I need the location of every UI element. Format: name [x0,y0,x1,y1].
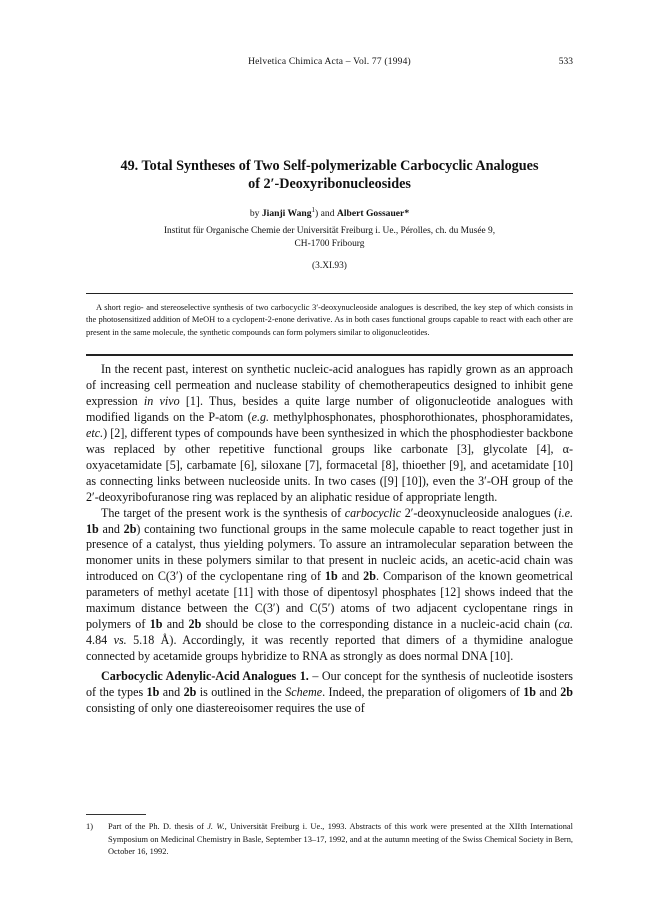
main-text [86,362,573,717]
page-number: 533 [558,57,573,67]
article-title [86,157,573,193]
corresponding-mark: * [404,208,410,219]
author-1-footnote-ref: 1 [311,205,316,214]
affiliation-line-1: Institut für Organische Chemie der Universität Freiburg i. Ue., Pérolles, ch. du Musée 9, [163,226,496,236]
abstract [86,302,573,339]
affiliation [86,225,573,250]
paragraph-2: The target of the present work is the synthesis of carbocyclic 2′-deoxynucleoside analogues (i.e. 1b and 2b) containing two functional groups in the same molecule capable to react together just in presence of a catalyst, thus yielding polymers. To assure an intramolecular separation between the monomer units in these polymers similar to that present in nucleic acids, an acetic-acid chain was introduced on C(3′) of the cyclopentane ring of 1b and 2b. Comparison of the known geometrical parameters of methyl acetate [11] with those of dipentosyl phosphates [12] shows indeed that the maximum distance between the C(3′) and C(5′) atoms of two adjacent cyclopentane rings in polymers of 1b and 2b should be close to the corresponding distance in a nucleic-acid chain (ca. 4.84 vs. 5.18 Å). Accordingly, it was recently reported that dimers of a thymidine analogue connected by acetamide groups hybridize to RNA as strongly as does normal DNA [10]. [86,505,573,664]
paragraph-1: In the recent past, interest on synthetic nucleic-acid analogues has rapidly grown as an approach of increasing cell permeation and nuclease stability of chemotherapeutics designed to inhibit gene expression in vivo [1]. Thus, besides a quite large number of oligonucleotide analogues with modified ligands on the P-atom (e.g. methylphosphonates, phosphorothionates, phosphoramidates, etc.) [2], different types of compounds have been synthesized in which the phosphodiester backbone was replaced by other repetitive functional groups like carbonate [3], glycolate [4], α-oxyacetamidate [5], carbamate [6], siloxane [7], formacetal [8], thioether [9], and acetamidate [10] as connecting links between nucleoside units. In two cases ([9] [10]), even the 3′-OH group of the 2′-deoxyribofuranose ring was replaced by an aliphatic residue of appropriate length. [86,362,573,504]
title-line-1: 49. Total Syntheses of Two Self-polymerizable Carbocyclic Analogues [120,158,539,174]
affiliation-line-2: CH-1700 Fribourg [294,238,365,249]
journal-header: Helvetica Chimica Acta – Vol. 77 (1994) [248,57,411,67]
footnote-mark: 1) [86,822,93,831]
abstract-text: A short regio- and stereoselective synthesis of two carbocyclic 3′-deoxynucleoside analogues is described, the key step of which consists in the photosensitized addition of MeOH to a cyclopent-2-enone derivative. As in both cases functional groups capable to react with each other are present in the same molecule, the synthetic compounds can form polymers similar to oligonucleotides. [86,303,573,337]
abstract-bottom-rule [86,354,573,356]
author-1: Jianji Wang [261,208,312,219]
running-header [86,57,573,71]
byline-by: by [249,208,260,219]
footnote-rule [86,814,146,815]
title-line-2: of 2′-Deoxyribonucleosides [248,176,411,192]
received-date: (3.XI.93) [312,261,347,271]
abstract-top-rule [86,293,573,294]
byline-and: and [320,208,335,219]
author-2: Albert Gossauer [336,208,405,219]
section-heading: Carbocyclic Adenylic-Acid Analogues 1. [101,669,309,684]
author-byline: by Jianji Wang$^1$) and Albert Gossauer* [249,205,410,219]
footnote-text: Part of the Ph. D. thesis of J. W., Universität Freiburg i. Ue., 1993. Abstracts of this work were presented at the XIIth International Symposium on Medicinal Chemistry in Basle, September 13–17, 1992, and at the autumn meeting of the Swiss Chemical Society in Bern, October 16, 1992. [108,822,573,856]
paragraph-3: Carbocyclic Adenylic-Acid Analogues 1. – Our concept for the synthesis of nucleotide isosters of the types 1b and 2b is outlined in the Scheme. Indeed, the preparation of oligomers of 1b and 2b consisting of only one diastereoisomer requires the use of [86,669,573,716]
